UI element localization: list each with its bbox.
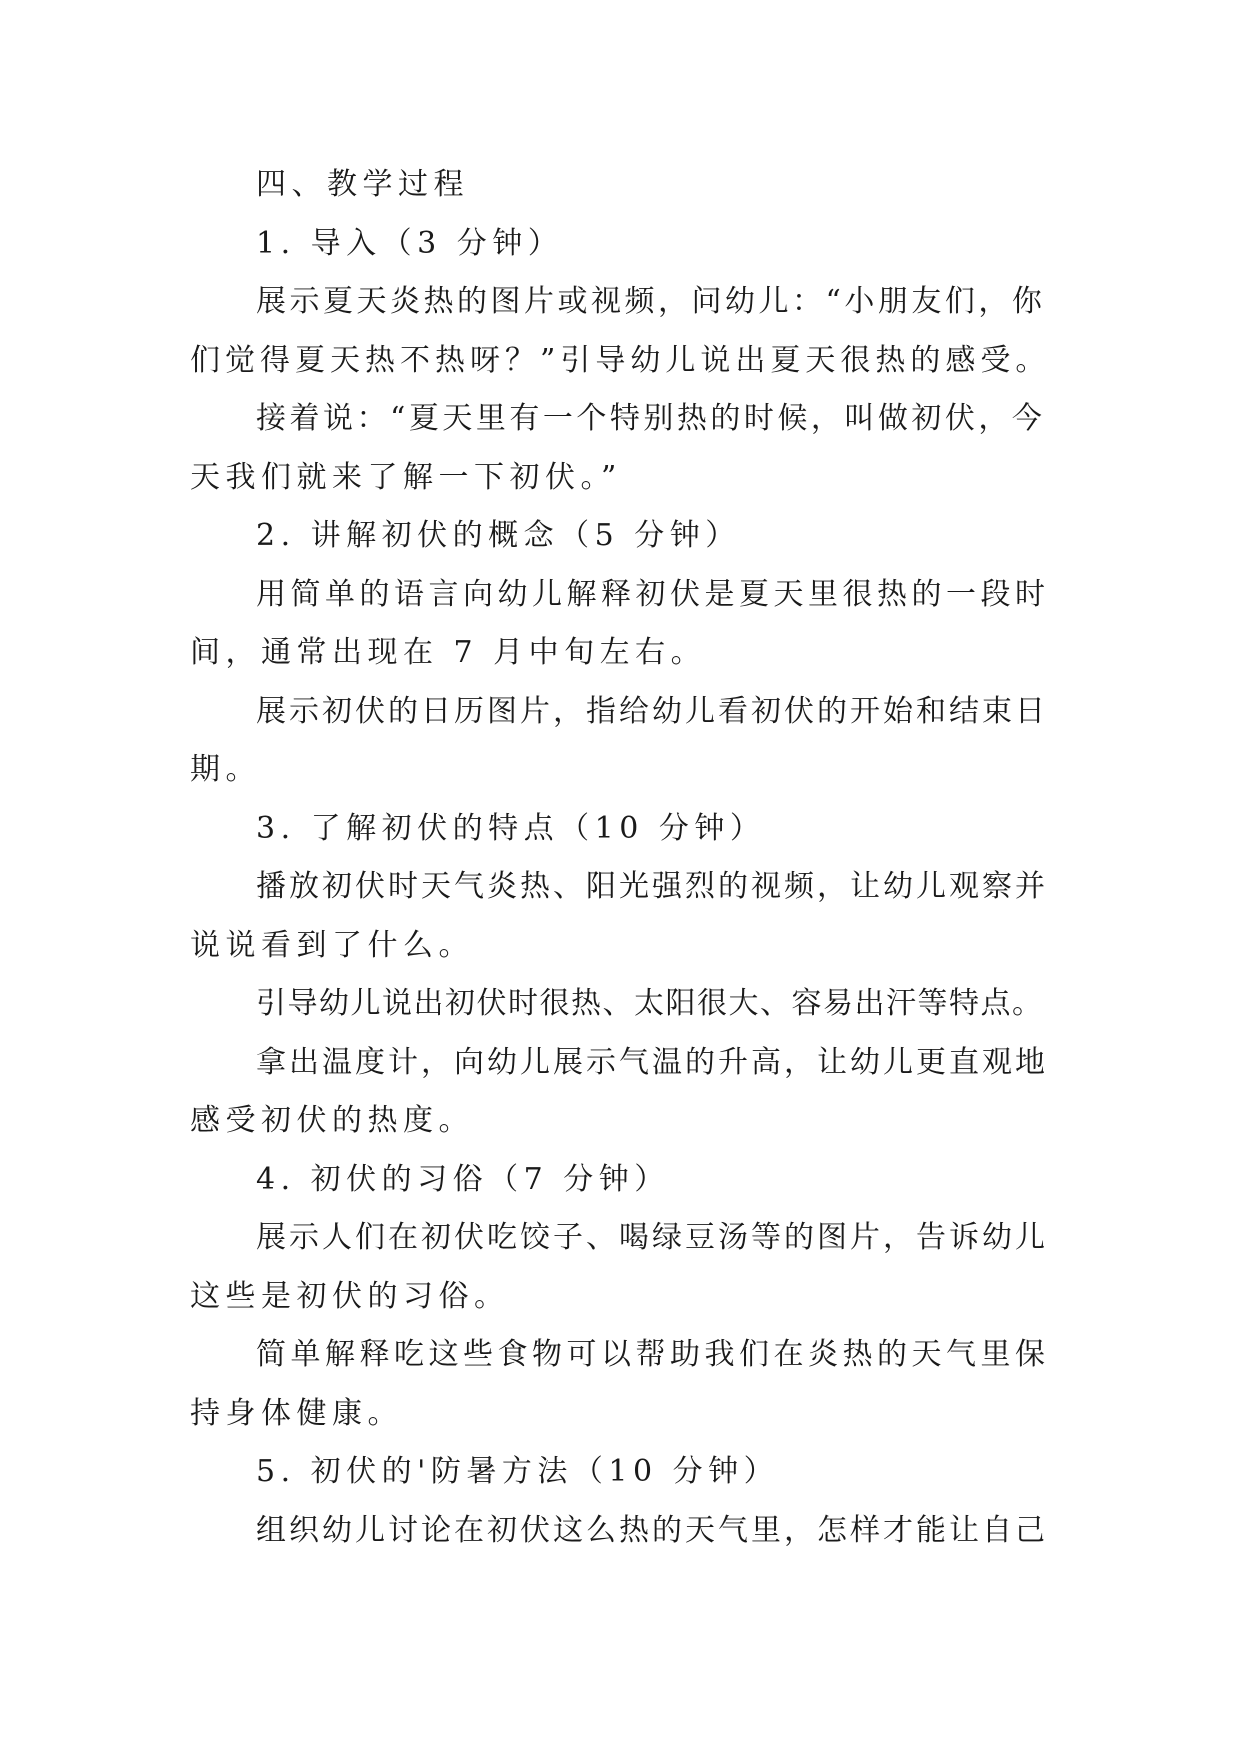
paragraph-line: 说说看到了什么。 xyxy=(190,927,474,963)
document-body xyxy=(190,156,1052,1560)
paragraph-line: 引导幼儿说出初伏时很热、太阳很大、容易出汗等特点。 xyxy=(256,986,1044,1021)
paragraph-line: 接着说：“夏天里有一个特别热的时候，叫做初伏，今 xyxy=(256,401,1046,436)
paragraph-line: 播放初伏时天气炎热、阳光强烈的视频，让幼儿观察并 xyxy=(256,869,1048,904)
paragraph-line: 间，通常出现在 7 月中旬左右。 xyxy=(190,635,707,670)
paragraph-line: 们觉得夏天热不热呀？”引导幼儿说出夏天很热的感受。 xyxy=(190,342,1051,378)
paragraph-line: 组织幼儿讨论在初伏这么热的天气里，怎样才能让自己 xyxy=(256,1512,1048,1548)
section-heading: 四、教学过程 xyxy=(256,167,469,202)
paragraph-line: 展示夏天炎热的图片或视频，问幼儿：“小朋友们，你 xyxy=(256,284,1046,319)
paragraph-line: 持身体健康。 xyxy=(190,1395,403,1431)
step-heading: 4. 初伏的习俗（7 分钟） xyxy=(256,1161,670,1197)
step-heading: 2. 讲解初伏的概念（5 分钟） xyxy=(256,518,741,553)
step-heading: 1. 导入（3 分钟） xyxy=(256,225,564,261)
paragraph-line: 期。 xyxy=(190,752,261,787)
paragraph-line: 展示人们在初伏吃饺子、喝绿豆汤等的图片，告诉幼儿 xyxy=(256,1220,1048,1255)
paragraph-line: 展示初伏的日历图片，指给幼儿看初伏的开始和结束日 xyxy=(256,693,1048,729)
step-heading: 5. 初伏的'防暑方法（10 分钟） xyxy=(256,1454,780,1489)
paragraph-line: 天我们就来了解一下初伏。” xyxy=(190,459,622,495)
paragraph-line: 拿出温度计，向幼儿展示气温的升高，让幼儿更直观地 xyxy=(256,1044,1048,1080)
paragraph-line: 简单解释吃这些食物可以帮助我们在炎热的天气里保 xyxy=(256,1337,1050,1372)
paragraph-line: 这些是初伏的习俗。 xyxy=(190,1278,510,1314)
step-heading: 3. 了解初伏的特点（10 分钟） xyxy=(256,810,766,846)
paragraph-line: 感受初伏的热度。 xyxy=(190,1103,474,1138)
paragraph-line: 用简单的语言向幼儿解释初伏是夏天里很热的一段时 xyxy=(256,576,1050,612)
